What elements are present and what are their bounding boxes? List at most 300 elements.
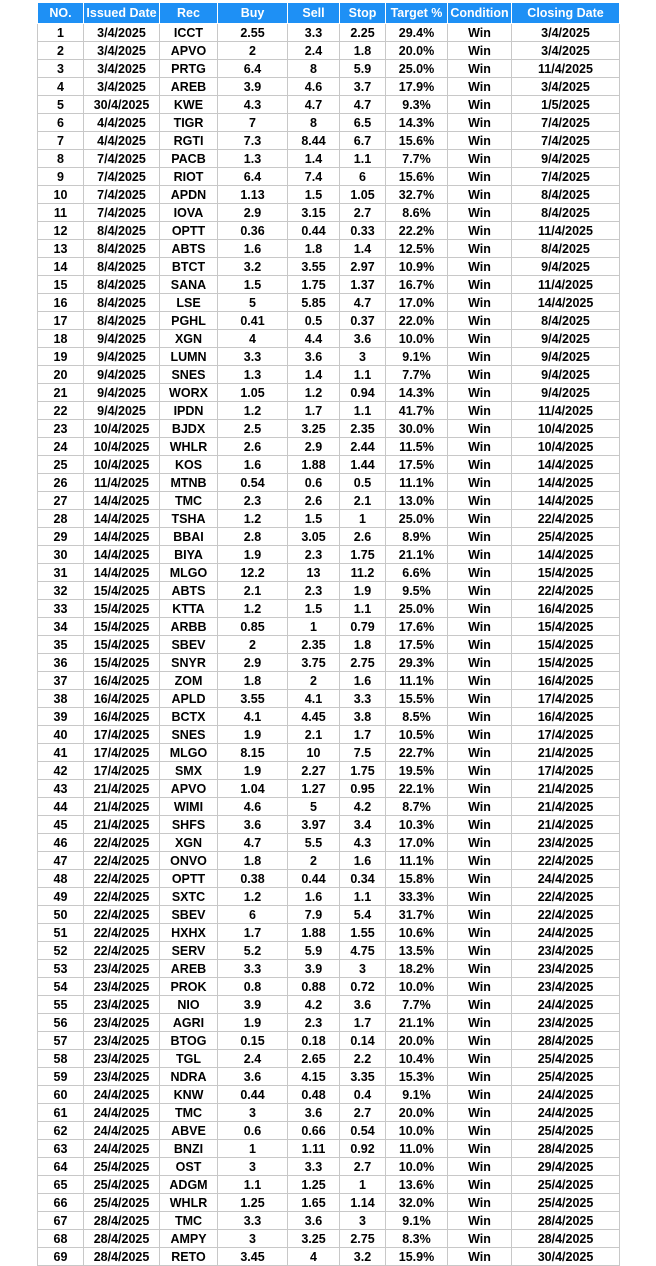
cell-rec[interactable]: BNZI xyxy=(160,1140,218,1158)
table-row[interactable] xyxy=(38,834,620,852)
cell-buy[interactable]: 0.85 xyxy=(218,618,288,636)
cell-stop[interactable]: 1.1 xyxy=(340,402,386,420)
cell-no[interactable]: 44 xyxy=(38,798,84,816)
cell-closing-date[interactable]: 29/4/2025 xyxy=(512,1158,620,1176)
cell-target-percent[interactable]: 9.5% xyxy=(386,582,448,600)
cell-stop[interactable]: 2.97 xyxy=(340,258,386,276)
cell-issued-date[interactable]: 15/4/2025 xyxy=(84,654,160,672)
cell-issued-date[interactable]: 25/4/2025 xyxy=(84,1176,160,1194)
cell-target-percent[interactable]: 13.5% xyxy=(386,942,448,960)
header-closing-date[interactable]: Closing Date xyxy=(512,3,620,24)
cell-sell[interactable]: 4.2 xyxy=(288,996,340,1014)
cell-no[interactable]: 58 xyxy=(38,1050,84,1068)
table-row[interactable] xyxy=(38,654,620,672)
cell-closing-date[interactable]: 9/4/2025 xyxy=(512,150,620,168)
cell-target-percent[interactable]: 17.5% xyxy=(386,636,448,654)
cell-target-percent[interactable]: 30.0% xyxy=(386,420,448,438)
cell-buy[interactable]: 8.15 xyxy=(218,744,288,762)
cell-buy[interactable]: 3 xyxy=(218,1104,288,1122)
cell-rec[interactable]: APVO xyxy=(160,42,218,60)
cell-no[interactable]: 29 xyxy=(38,528,84,546)
cell-issued-date[interactable]: 22/4/2025 xyxy=(84,852,160,870)
cell-condition[interactable]: Win xyxy=(448,114,512,132)
cell-no[interactable]: 27 xyxy=(38,492,84,510)
cell-sell[interactable]: 0.44 xyxy=(288,870,340,888)
table-row[interactable] xyxy=(38,384,620,402)
cell-issued-date[interactable]: 14/4/2025 xyxy=(84,546,160,564)
cell-target-percent[interactable]: 11.5% xyxy=(386,438,448,456)
cell-target-percent[interactable]: 11.0% xyxy=(386,1140,448,1158)
cell-sell[interactable]: 2.9 xyxy=(288,438,340,456)
cell-no[interactable]: 42 xyxy=(38,762,84,780)
cell-stop[interactable]: 5.4 xyxy=(340,906,386,924)
cell-issued-date[interactable]: 23/4/2025 xyxy=(84,1014,160,1032)
cell-no[interactable]: 54 xyxy=(38,978,84,996)
cell-condition[interactable]: Win xyxy=(448,726,512,744)
cell-sell[interactable]: 2.3 xyxy=(288,546,340,564)
cell-closing-date[interactable]: 22/4/2025 xyxy=(512,852,620,870)
cell-no[interactable]: 40 xyxy=(38,726,84,744)
cell-target-percent[interactable]: 20.0% xyxy=(386,1104,448,1122)
cell-condition[interactable]: Win xyxy=(448,1230,512,1248)
cell-buy[interactable]: 0.54 xyxy=(218,474,288,492)
cell-buy[interactable]: 2 xyxy=(218,636,288,654)
cell-stop[interactable]: 3.35 xyxy=(340,1068,386,1086)
cell-sell[interactable]: 3.05 xyxy=(288,528,340,546)
cell-rec[interactable]: SXTC xyxy=(160,888,218,906)
cell-closing-date[interactable]: 17/4/2025 xyxy=(512,726,620,744)
cell-buy[interactable]: 0.36 xyxy=(218,222,288,240)
cell-closing-date[interactable]: 8/4/2025 xyxy=(512,312,620,330)
cell-closing-date[interactable]: 28/4/2025 xyxy=(512,1212,620,1230)
cell-closing-date[interactable]: 23/4/2025 xyxy=(512,978,620,996)
cell-sell[interactable]: 1.88 xyxy=(288,924,340,942)
cell-no[interactable]: 68 xyxy=(38,1230,84,1248)
cell-sell[interactable]: 1.5 xyxy=(288,600,340,618)
cell-closing-date[interactable]: 25/4/2025 xyxy=(512,1122,620,1140)
cell-issued-date[interactable]: 16/4/2025 xyxy=(84,708,160,726)
cell-target-percent[interactable]: 13.0% xyxy=(386,492,448,510)
cell-stop[interactable]: 4.7 xyxy=(340,96,386,114)
table-row[interactable] xyxy=(38,330,620,348)
cell-target-percent[interactable]: 25.0% xyxy=(386,60,448,78)
cell-stop[interactable]: 3.4 xyxy=(340,816,386,834)
cell-buy[interactable]: 1.9 xyxy=(218,1014,288,1032)
cell-rec[interactable]: BBAI xyxy=(160,528,218,546)
cell-issued-date[interactable]: 8/4/2025 xyxy=(84,258,160,276)
cell-rec[interactable]: LSE xyxy=(160,294,218,312)
cell-buy[interactable]: 1.6 xyxy=(218,240,288,258)
cell-rec[interactable]: MLGO xyxy=(160,564,218,582)
cell-stop[interactable]: 0.37 xyxy=(340,312,386,330)
cell-target-percent[interactable]: 41.7% xyxy=(386,402,448,420)
cell-closing-date[interactable]: 23/4/2025 xyxy=(512,1014,620,1032)
cell-buy[interactable]: 3.45 xyxy=(218,1248,288,1266)
table-row[interactable] xyxy=(38,906,620,924)
table-row[interactable] xyxy=(38,1104,620,1122)
cell-buy[interactable]: 3 xyxy=(218,1158,288,1176)
cell-buy[interactable]: 2.55 xyxy=(218,24,288,42)
cell-target-percent[interactable]: 10.3% xyxy=(386,816,448,834)
cell-issued-date[interactable]: 30/4/2025 xyxy=(84,96,160,114)
cell-sell[interactable]: 0.6 xyxy=(288,474,340,492)
cell-target-percent[interactable]: 8.5% xyxy=(386,708,448,726)
cell-no[interactable]: 20 xyxy=(38,366,84,384)
cell-closing-date[interactable]: 9/4/2025 xyxy=(512,258,620,276)
cell-condition[interactable]: Win xyxy=(448,852,512,870)
cell-sell[interactable]: 1.65 xyxy=(288,1194,340,1212)
cell-rec[interactable]: ABVE xyxy=(160,1122,218,1140)
cell-buy[interactable]: 2.6 xyxy=(218,438,288,456)
cell-buy[interactable]: 1.1 xyxy=(218,1176,288,1194)
cell-stop[interactable]: 2.35 xyxy=(340,420,386,438)
cell-rec[interactable]: APVO xyxy=(160,780,218,798)
cell-closing-date[interactable]: 8/4/2025 xyxy=(512,240,620,258)
cell-sell[interactable]: 7.4 xyxy=(288,168,340,186)
cell-issued-date[interactable]: 21/4/2025 xyxy=(84,780,160,798)
cell-no[interactable]: 16 xyxy=(38,294,84,312)
cell-closing-date[interactable]: 14/4/2025 xyxy=(512,546,620,564)
cell-issued-date[interactable]: 10/4/2025 xyxy=(84,420,160,438)
cell-condition[interactable]: Win xyxy=(448,150,512,168)
cell-closing-date[interactable]: 23/4/2025 xyxy=(512,834,620,852)
cell-rec[interactable]: ZOM xyxy=(160,672,218,690)
cell-target-percent[interactable]: 29.4% xyxy=(386,24,448,42)
cell-issued-date[interactable]: 25/4/2025 xyxy=(84,1158,160,1176)
cell-stop[interactable]: 3.2 xyxy=(340,1248,386,1266)
cell-condition[interactable]: Win xyxy=(448,1050,512,1068)
cell-issued-date[interactable]: 24/4/2025 xyxy=(84,1122,160,1140)
cell-condition[interactable]: Win xyxy=(448,96,512,114)
cell-issued-date[interactable]: 25/4/2025 xyxy=(84,1194,160,1212)
cell-sell[interactable]: 1.25 xyxy=(288,1176,340,1194)
cell-no[interactable]: 25 xyxy=(38,456,84,474)
cell-issued-date[interactable]: 24/4/2025 xyxy=(84,1104,160,1122)
cell-rec[interactable]: KWE xyxy=(160,96,218,114)
header-target-percent[interactable]: Target % xyxy=(386,3,448,24)
cell-target-percent[interactable]: 8.9% xyxy=(386,528,448,546)
cell-issued-date[interactable]: 23/4/2025 xyxy=(84,1050,160,1068)
cell-stop[interactable]: 0.33 xyxy=(340,222,386,240)
cell-rec[interactable]: BIYA xyxy=(160,546,218,564)
cell-issued-date[interactable]: 8/4/2025 xyxy=(84,312,160,330)
cell-target-percent[interactable]: 31.7% xyxy=(386,906,448,924)
cell-issued-date[interactable]: 9/4/2025 xyxy=(84,348,160,366)
cell-rec[interactable]: AMPY xyxy=(160,1230,218,1248)
cell-condition[interactable]: Win xyxy=(448,762,512,780)
cell-no[interactable]: 56 xyxy=(38,1014,84,1032)
cell-closing-date[interactable]: 25/4/2025 xyxy=(512,1050,620,1068)
cell-buy[interactable]: 3.9 xyxy=(218,78,288,96)
cell-stop[interactable]: 0.54 xyxy=(340,1122,386,1140)
cell-no[interactable]: 64 xyxy=(38,1158,84,1176)
cell-no[interactable]: 10 xyxy=(38,186,84,204)
cell-sell[interactable]: 5 xyxy=(288,798,340,816)
cell-issued-date[interactable]: 23/4/2025 xyxy=(84,1032,160,1050)
cell-buy[interactable]: 2.1 xyxy=(218,582,288,600)
table-row[interactable] xyxy=(38,294,620,312)
cell-condition[interactable]: Win xyxy=(448,438,512,456)
cell-no[interactable]: 55 xyxy=(38,996,84,1014)
cell-condition[interactable]: Win xyxy=(448,690,512,708)
cell-stop[interactable]: 2.75 xyxy=(340,1230,386,1248)
cell-issued-date[interactable]: 15/4/2025 xyxy=(84,582,160,600)
cell-target-percent[interactable]: 6.6% xyxy=(386,564,448,582)
cell-issued-date[interactable]: 23/4/2025 xyxy=(84,1068,160,1086)
cell-target-percent[interactable]: 18.2% xyxy=(386,960,448,978)
cell-rec[interactable]: WIMI xyxy=(160,798,218,816)
cell-issued-date[interactable]: 23/4/2025 xyxy=(84,978,160,996)
cell-rec[interactable]: KTTA xyxy=(160,600,218,618)
cell-condition[interactable]: Win xyxy=(448,312,512,330)
table-row[interactable] xyxy=(38,1248,620,1266)
cell-target-percent[interactable]: 22.2% xyxy=(386,222,448,240)
cell-no[interactable]: 60 xyxy=(38,1086,84,1104)
cell-target-percent[interactable]: 25.0% xyxy=(386,510,448,528)
cell-stop[interactable]: 6.5 xyxy=(340,114,386,132)
cell-no[interactable]: 36 xyxy=(38,654,84,672)
cell-stop[interactable]: 1.7 xyxy=(340,1014,386,1032)
table-row[interactable] xyxy=(38,528,620,546)
cell-buy[interactable]: 1.3 xyxy=(218,366,288,384)
cell-sell[interactable]: 5.9 xyxy=(288,942,340,960)
cell-no[interactable]: 47 xyxy=(38,852,84,870)
cell-closing-date[interactable]: 15/4/2025 xyxy=(512,564,620,582)
cell-closing-date[interactable]: 7/4/2025 xyxy=(512,168,620,186)
cell-target-percent[interactable]: 15.6% xyxy=(386,132,448,150)
cell-buy[interactable]: 1.8 xyxy=(218,672,288,690)
cell-condition[interactable]: Win xyxy=(448,654,512,672)
header-sell[interactable]: Sell xyxy=(288,3,340,24)
cell-issued-date[interactable]: 8/4/2025 xyxy=(84,276,160,294)
cell-sell[interactable]: 3.55 xyxy=(288,258,340,276)
cell-no[interactable]: 51 xyxy=(38,924,84,942)
cell-no[interactable]: 66 xyxy=(38,1194,84,1212)
cell-stop[interactable]: 1.1 xyxy=(340,888,386,906)
cell-buy[interactable]: 1 xyxy=(218,1140,288,1158)
cell-issued-date[interactable]: 21/4/2025 xyxy=(84,798,160,816)
cell-target-percent[interactable]: 12.5% xyxy=(386,240,448,258)
cell-rec[interactable]: SANA xyxy=(160,276,218,294)
cell-closing-date[interactable]: 24/4/2025 xyxy=(512,1086,620,1104)
table-row[interactable] xyxy=(38,798,620,816)
cell-no[interactable]: 37 xyxy=(38,672,84,690)
table-row[interactable] xyxy=(38,1212,620,1230)
cell-condition[interactable]: Win xyxy=(448,420,512,438)
cell-no[interactable]: 7 xyxy=(38,132,84,150)
cell-no[interactable]: 26 xyxy=(38,474,84,492)
cell-issued-date[interactable]: 24/4/2025 xyxy=(84,1086,160,1104)
cell-issued-date[interactable]: 15/4/2025 xyxy=(84,600,160,618)
cell-stop[interactable]: 0.72 xyxy=(340,978,386,996)
cell-no[interactable]: 31 xyxy=(38,564,84,582)
cell-stop[interactable]: 1.1 xyxy=(340,366,386,384)
cell-issued-date[interactable]: 17/4/2025 xyxy=(84,744,160,762)
cell-issued-date[interactable]: 7/4/2025 xyxy=(84,204,160,222)
cell-rec[interactable]: AREB xyxy=(160,960,218,978)
cell-rec[interactable]: NDRA xyxy=(160,1068,218,1086)
cell-stop[interactable]: 3.3 xyxy=(340,690,386,708)
cell-buy[interactable]: 3.6 xyxy=(218,816,288,834)
cell-condition[interactable]: Win xyxy=(448,60,512,78)
cell-sell[interactable]: 3.75 xyxy=(288,654,340,672)
cell-closing-date[interactable]: 25/4/2025 xyxy=(512,1068,620,1086)
cell-issued-date[interactable]: 4/4/2025 xyxy=(84,132,160,150)
cell-buy[interactable]: 2.3 xyxy=(218,492,288,510)
cell-stop[interactable]: 6 xyxy=(340,168,386,186)
header-rec[interactable]: Rec xyxy=(160,3,218,24)
cell-issued-date[interactable]: 3/4/2025 xyxy=(84,24,160,42)
cell-rec[interactable]: XGN xyxy=(160,834,218,852)
cell-closing-date[interactable]: 14/4/2025 xyxy=(512,294,620,312)
cell-issued-date[interactable]: 22/4/2025 xyxy=(84,870,160,888)
cell-sell[interactable]: 0.88 xyxy=(288,978,340,996)
cell-target-percent[interactable]: 11.1% xyxy=(386,474,448,492)
table-row[interactable] xyxy=(38,258,620,276)
cell-closing-date[interactable]: 7/4/2025 xyxy=(512,132,620,150)
cell-closing-date[interactable]: 17/4/2025 xyxy=(512,690,620,708)
table-row[interactable] xyxy=(38,960,620,978)
cell-no[interactable]: 49 xyxy=(38,888,84,906)
cell-closing-date[interactable]: 14/4/2025 xyxy=(512,456,620,474)
cell-rec[interactable]: KNW xyxy=(160,1086,218,1104)
cell-no[interactable]: 2 xyxy=(38,42,84,60)
cell-no[interactable]: 34 xyxy=(38,618,84,636)
cell-stop[interactable]: 4.7 xyxy=(340,294,386,312)
cell-buy[interactable]: 7.3 xyxy=(218,132,288,150)
cell-buy[interactable]: 1.9 xyxy=(218,762,288,780)
cell-target-percent[interactable]: 21.1% xyxy=(386,546,448,564)
cell-stop[interactable]: 2.75 xyxy=(340,654,386,672)
cell-condition[interactable]: Win xyxy=(448,1122,512,1140)
cell-stop[interactable]: 1.14 xyxy=(340,1194,386,1212)
cell-sell[interactable]: 0.66 xyxy=(288,1122,340,1140)
cell-target-percent[interactable]: 17.9% xyxy=(386,78,448,96)
cell-stop[interactable]: 2.2 xyxy=(340,1050,386,1068)
cell-stop[interactable]: 7.5 xyxy=(340,744,386,762)
cell-issued-date[interactable]: 14/4/2025 xyxy=(84,510,160,528)
table-row[interactable] xyxy=(38,276,620,294)
cell-target-percent[interactable]: 17.6% xyxy=(386,618,448,636)
cell-condition[interactable]: Win xyxy=(448,474,512,492)
cell-target-percent[interactable]: 22.1% xyxy=(386,780,448,798)
table-row[interactable] xyxy=(38,348,620,366)
cell-buy[interactable]: 1.05 xyxy=(218,384,288,402)
cell-closing-date[interactable]: 9/4/2025 xyxy=(512,366,620,384)
cell-buy[interactable]: 1.2 xyxy=(218,402,288,420)
cell-target-percent[interactable]: 16.7% xyxy=(386,276,448,294)
cell-rec[interactable]: APLD xyxy=(160,690,218,708)
header-condition[interactable]: Condition xyxy=(448,3,512,24)
cell-stop[interactable]: 1.44 xyxy=(340,456,386,474)
cell-issued-date[interactable]: 22/4/2025 xyxy=(84,834,160,852)
cell-condition[interactable]: Win xyxy=(448,600,512,618)
cell-stop[interactable]: 5.9 xyxy=(340,60,386,78)
cell-rec[interactable]: IPDN xyxy=(160,402,218,420)
cell-issued-date[interactable]: 7/4/2025 xyxy=(84,150,160,168)
table-row[interactable] xyxy=(38,312,620,330)
cell-sell[interactable]: 3.9 xyxy=(288,960,340,978)
cell-target-percent[interactable]: 10.0% xyxy=(386,1158,448,1176)
cell-buy[interactable]: 0.6 xyxy=(218,1122,288,1140)
cell-condition[interactable]: Win xyxy=(448,330,512,348)
cell-closing-date[interactable]: 17/4/2025 xyxy=(512,762,620,780)
cell-issued-date[interactable]: 3/4/2025 xyxy=(84,42,160,60)
cell-rec[interactable]: PACB xyxy=(160,150,218,168)
cell-sell[interactable]: 4.4 xyxy=(288,330,340,348)
cell-buy[interactable]: 5 xyxy=(218,294,288,312)
cell-closing-date[interactable]: 10/4/2025 xyxy=(512,438,620,456)
cell-closing-date[interactable]: 10/4/2025 xyxy=(512,420,620,438)
table-row[interactable] xyxy=(38,186,620,204)
table-row[interactable] xyxy=(38,1158,620,1176)
cell-condition[interactable]: Win xyxy=(448,1032,512,1050)
table-row[interactable] xyxy=(38,1068,620,1086)
cell-buy[interactable]: 1.5 xyxy=(218,276,288,294)
cell-stop[interactable]: 1.6 xyxy=(340,672,386,690)
cell-rec[interactable]: SHFS xyxy=(160,816,218,834)
cell-closing-date[interactable]: 24/4/2025 xyxy=(512,996,620,1014)
cell-target-percent[interactable]: 10.6% xyxy=(386,924,448,942)
cell-rec[interactable]: RIOT xyxy=(160,168,218,186)
cell-rec[interactable]: ADGM xyxy=(160,1176,218,1194)
cell-rec[interactable]: WHLR xyxy=(160,1194,218,1212)
cell-stop[interactable]: 3 xyxy=(340,960,386,978)
cell-rec[interactable]: ABTS xyxy=(160,240,218,258)
cell-closing-date[interactable]: 24/4/2025 xyxy=(512,924,620,942)
cell-sell[interactable]: 1.7 xyxy=(288,402,340,420)
cell-closing-date[interactable]: 3/4/2025 xyxy=(512,78,620,96)
table-row[interactable] xyxy=(38,78,620,96)
cell-sell[interactable]: 1.5 xyxy=(288,186,340,204)
cell-buy[interactable]: 3.6 xyxy=(218,1068,288,1086)
cell-condition[interactable]: Win xyxy=(448,978,512,996)
cell-buy[interactable]: 1.8 xyxy=(218,852,288,870)
cell-condition[interactable]: Win xyxy=(448,78,512,96)
cell-buy[interactable]: 3.3 xyxy=(218,960,288,978)
cell-issued-date[interactable]: 10/4/2025 xyxy=(84,456,160,474)
cell-condition[interactable]: Win xyxy=(448,240,512,258)
cell-condition[interactable]: Win xyxy=(448,1158,512,1176)
cell-buy[interactable]: 3.3 xyxy=(218,348,288,366)
cell-condition[interactable]: Win xyxy=(448,564,512,582)
cell-rec[interactable]: XGN xyxy=(160,330,218,348)
cell-issued-date[interactable]: 14/4/2025 xyxy=(84,528,160,546)
table-row[interactable] xyxy=(38,1014,620,1032)
cell-issued-date[interactable]: 17/4/2025 xyxy=(84,762,160,780)
cell-target-percent[interactable]: 15.8% xyxy=(386,870,448,888)
cell-rec[interactable]: ARBB xyxy=(160,618,218,636)
cell-sell[interactable]: 2 xyxy=(288,672,340,690)
cell-no[interactable]: 4 xyxy=(38,78,84,96)
cell-no[interactable]: 63 xyxy=(38,1140,84,1158)
cell-condition[interactable]: Win xyxy=(448,168,512,186)
cell-rec[interactable]: TGL xyxy=(160,1050,218,1068)
table-row[interactable] xyxy=(38,510,620,528)
cell-stop[interactable]: 1.4 xyxy=(340,240,386,258)
table-row[interactable] xyxy=(38,870,620,888)
cell-no[interactable]: 50 xyxy=(38,906,84,924)
cell-condition[interactable]: Win xyxy=(448,348,512,366)
cell-condition[interactable]: Win xyxy=(448,510,512,528)
cell-condition[interactable]: Win xyxy=(448,924,512,942)
cell-sell[interactable]: 5.5 xyxy=(288,834,340,852)
table-row[interactable] xyxy=(38,888,620,906)
cell-no[interactable]: 65 xyxy=(38,1176,84,1194)
cell-closing-date[interactable]: 3/4/2025 xyxy=(512,42,620,60)
cell-no[interactable]: 30 xyxy=(38,546,84,564)
cell-sell[interactable]: 1.4 xyxy=(288,150,340,168)
